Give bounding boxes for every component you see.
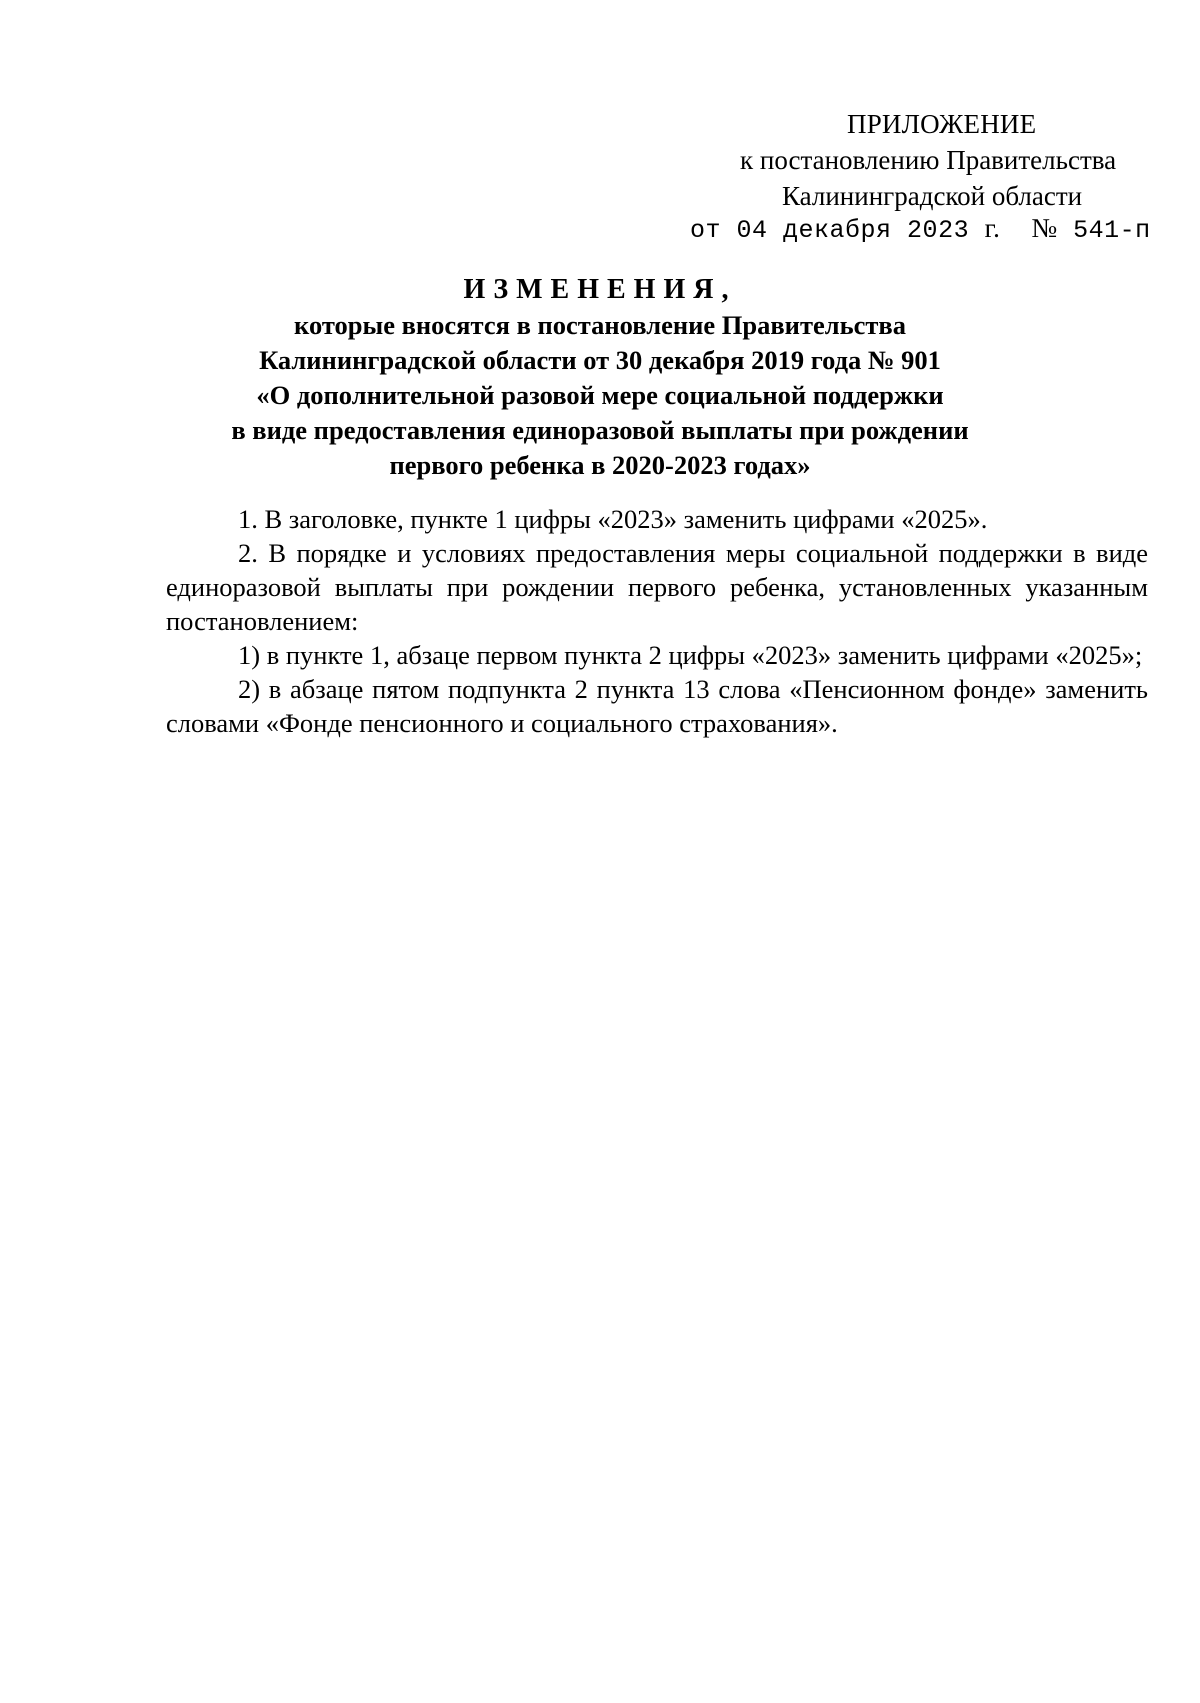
heading-line: «О дополнительной разовой мере социальной поддержки [256,380,944,410]
paragraph: 1) в пункте 1, абзаце первом пункта 2 цифры «2023» заменить цифрами «2025»; [238,640,1143,670]
date-value: 04 декабря 2023 [736,216,970,245]
date-suffix: г. [984,213,1001,243]
appendix-date-number [690,212,1151,247]
heading-line: первого ребенка в 2020-2023 годах» [389,450,811,480]
appendix-line-resolution: к постановлению Правительства [740,145,1117,175]
paragraph: 1. В заголовке, пункте 1 цифры «2023» заменить цифрами «2025». [238,504,988,534]
appendix-line-region: Калининградской области [782,181,1083,211]
heading-line: Калининградской области от 30 декабря 2019 года № 901 [259,345,941,375]
paragraph: 2) в абзаце пятом подпункта 2 пункта 13 слова «Пенсионном фонде» заменить словами «Фонде пенсионного и социального страхования». [166,674,1148,738]
date-prefix: от [690,216,722,245]
paragraph: 2. В порядке и условиях предоставления меры социальной поддержки в виде единоразовой выплаты при рождении первого ребенка, установленных указанным постановлением: [166,538,1148,636]
number-sign: № [1031,213,1058,243]
heading-title: ИЗМЕНЕНИЯ, [463,274,737,305]
heading-line: которые вносятся в постановление Правительства [294,310,906,340]
heading-line: в виде предоставления единоразовой выплаты при рождении [231,415,969,445]
document-body [166,502,1148,740]
document-number: 541-п [1073,216,1151,245]
document-heading [160,272,1040,483]
appendix-title: ПРИЛОЖЕНИЕ [847,109,1037,139]
